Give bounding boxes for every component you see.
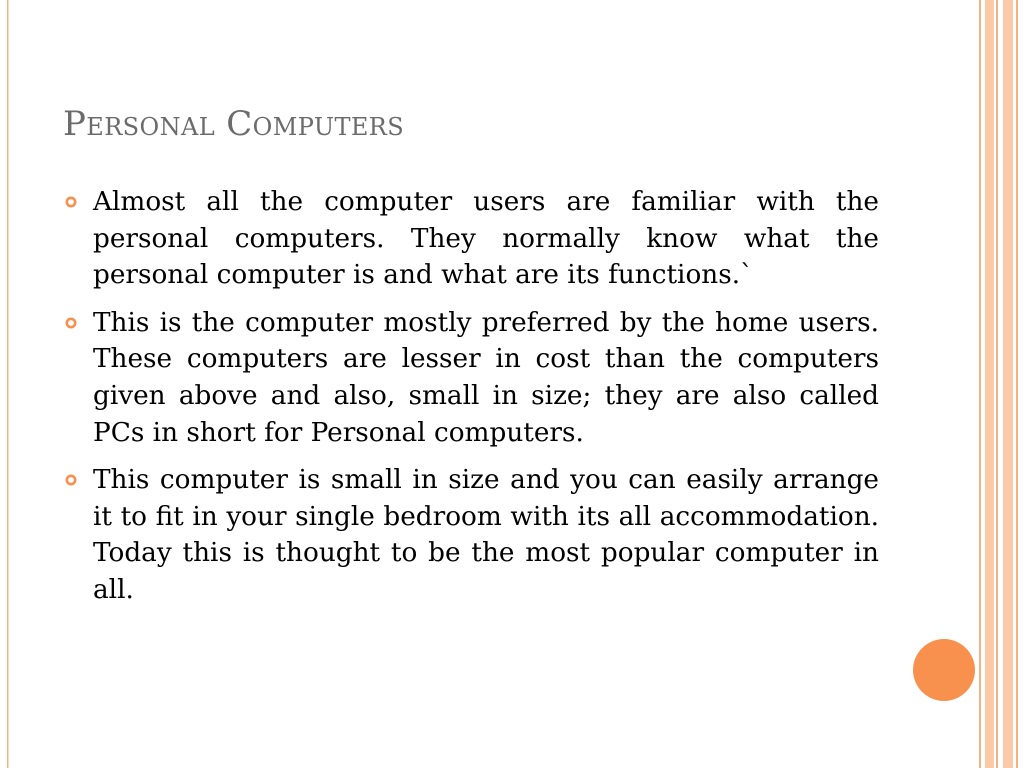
- right-border-stripe-5: [1016, 0, 1018, 768]
- bullet-text: Almost all the computer users are familiar with the personal computers. They normally know what the personal computer is and what are its functions.`: [93, 187, 879, 291]
- page-title: Personal Computers: [63, 104, 405, 144]
- right-border-stripe-1: [979, 0, 981, 768]
- bullet-item-1: [63, 184, 879, 294]
- right-border-stripe-2: [985, 0, 994, 768]
- right-border-stripe-3: [996, 0, 998, 768]
- circle-bullet-icon: [65, 317, 77, 329]
- bullet-text: This computer is small in size and you can easily arrange it to fit in your single bedroom with its all accommodation. Today this is thought to be the most popular computer in all.: [93, 465, 879, 605]
- bullet-text: This is the computer mostly preferred by the home users. These computers are lesser in cost than the computers given above and also, small in size; they are also called PCs in short for Personal computers.: [93, 307, 879, 448]
- bullet-item-2: [63, 305, 879, 451]
- bullet-list: [63, 184, 879, 620]
- circle-bullet-icon: [65, 196, 77, 208]
- bullet-item-3: [63, 462, 879, 608]
- right-border-stripe-4: [1003, 0, 1013, 768]
- left-border-line: [7, 0, 9, 768]
- orange-circle-icon: [913, 639, 975, 701]
- circle-bullet-icon: [65, 474, 77, 486]
